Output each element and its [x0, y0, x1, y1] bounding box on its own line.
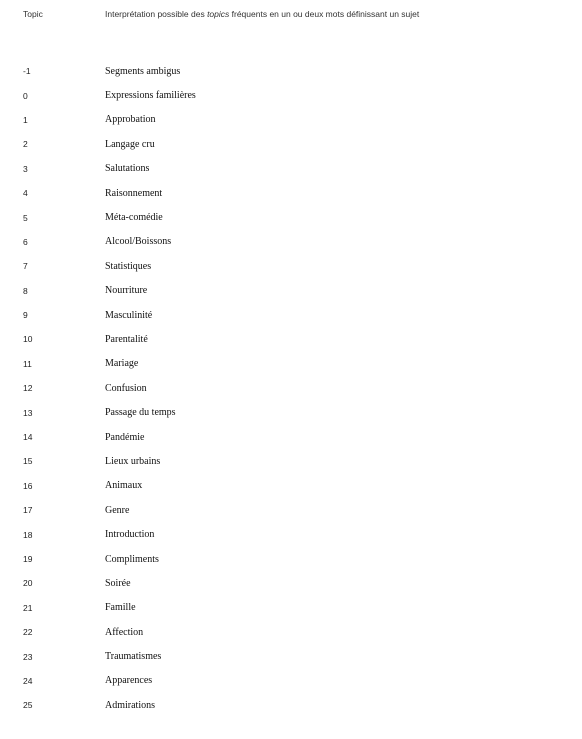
topics-table [22, 9, 567, 718]
table-row [22, 400, 567, 424]
table-row [22, 571, 567, 595]
topic-label: Introduction [105, 529, 155, 541]
table-row [22, 547, 567, 571]
topic-label: Segments ambigus [105, 65, 181, 77]
topic-number: 6 [23, 236, 28, 247]
topic-number: 13 [23, 407, 33, 418]
topic-label: Soirée [105, 577, 131, 589]
topic-number: 21 [23, 602, 33, 613]
topic-label: Admirations [105, 699, 155, 711]
topic-number: 10 [23, 334, 33, 345]
table-row [22, 644, 567, 668]
table-body [22, 59, 567, 718]
topic-number: 7 [23, 261, 28, 272]
table-row [22, 449, 567, 473]
table-row [22, 205, 567, 229]
topic-number: 22 [23, 627, 33, 638]
header-topic: Topic [23, 9, 43, 19]
topic-label: Passage du temps [105, 407, 176, 419]
topic-label: Raisonnement [105, 187, 163, 199]
topic-label: Langage cru [105, 138, 155, 150]
topic-label: Famille [105, 602, 136, 614]
topic-number: 8 [23, 285, 28, 296]
table-row [22, 279, 567, 303]
topic-number: -1 [23, 66, 31, 77]
topic-number: 25 [23, 700, 33, 711]
topic-label: Confusion [105, 382, 147, 394]
table-row [22, 352, 567, 376]
topic-label: Affection [105, 626, 144, 638]
topic-number: 17 [23, 505, 33, 516]
topic-label: Mariage [105, 358, 139, 370]
table-row [22, 669, 567, 693]
topic-label: Genre [105, 504, 130, 516]
topic-label: Traumatismes [105, 651, 162, 663]
topic-label: Lieux urbains [105, 455, 161, 467]
topic-number: 20 [23, 578, 33, 589]
table-row [22, 693, 567, 717]
header-desc-italic: topics [207, 9, 230, 19]
topic-label: Approbation [105, 114, 156, 126]
table-row [22, 327, 567, 351]
table-row [22, 181, 567, 205]
topic-label: Salutations [105, 163, 150, 175]
topic-number: 11 [23, 358, 32, 369]
table-row [22, 596, 567, 620]
topic-number: 0 [23, 90, 28, 101]
topic-label: Parentalité [105, 333, 148, 345]
table-row [22, 157, 567, 181]
topic-number: 16 [23, 480, 33, 491]
table-row [22, 522, 567, 546]
table-row [22, 254, 567, 278]
topic-number: 14 [23, 432, 33, 443]
topic-label: Animaux [105, 480, 143, 492]
header-desc-before: Interprétation possible des [105, 9, 208, 19]
topic-label: Expressions familières [105, 90, 196, 102]
topic-label: Nourriture [105, 285, 148, 297]
topic-number: 1 [23, 114, 28, 125]
topic-label: Apparences [105, 675, 153, 687]
table-row [22, 108, 567, 132]
table-row [22, 498, 567, 522]
topic-number: 19 [23, 554, 33, 564]
table-row [22, 620, 567, 644]
header-desc-after: fréquents en un ou deux mots définissant un sujet [229, 9, 420, 19]
topic-number: 24 [23, 675, 33, 686]
header-description [105, 9, 567, 20]
table-row [22, 376, 567, 400]
table-row [22, 303, 567, 327]
topic-number: 9 [23, 310, 28, 321]
topic-number: 2 [23, 139, 28, 150]
topic-label: Alcool/Boissons [105, 236, 172, 248]
topic-label: Masculinité [105, 309, 153, 321]
topic-number: 4 [23, 188, 28, 199]
table-row [22, 83, 567, 107]
topic-label: Pandémie [105, 431, 145, 443]
table-row [22, 230, 567, 254]
topic-number: 23 [23, 651, 33, 662]
topic-number: 3 [23, 163, 28, 174]
table-header [22, 9, 567, 59]
topic-label: Statistiques [105, 260, 152, 272]
topic-number: 18 [23, 529, 33, 540]
table-row [22, 59, 567, 83]
topic-label: Méta-comédie [105, 212, 163, 224]
topic-number: 15 [23, 456, 33, 467]
topic-label: Compliments [105, 553, 159, 565]
table-row [22, 425, 567, 449]
table-row [22, 132, 567, 156]
topic-number: 5 [23, 212, 28, 223]
topic-number: 12 [23, 383, 33, 394]
table-row [22, 474, 567, 498]
